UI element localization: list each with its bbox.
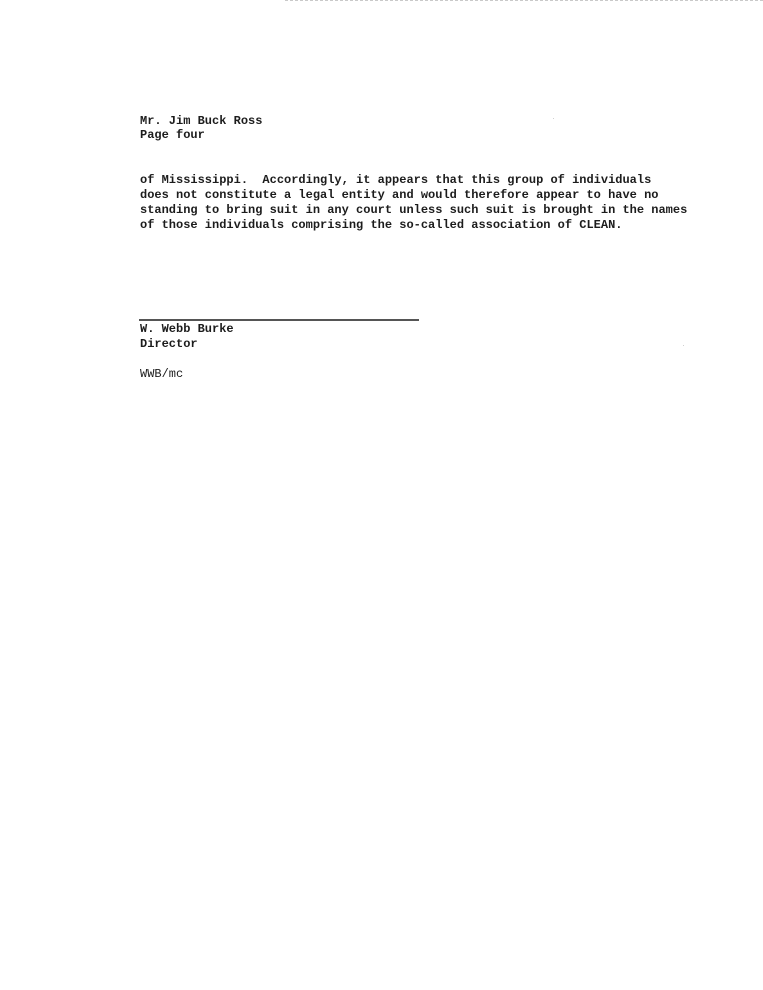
body-line-2: does not constitute a legal entity and would therefore appear to have no	[140, 188, 659, 202]
page-number-line: Page four	[140, 128, 205, 142]
signature-block	[140, 322, 234, 352]
body-line-4: of those individuals comprising the so-called association of CLEAN.	[140, 218, 623, 232]
signature-line	[139, 319, 419, 321]
addressee-line: Mr. Jim Buck Ross	[140, 114, 263, 128]
scan-speck	[553, 118, 554, 119]
signer-title: Director	[140, 337, 198, 351]
letter-header	[140, 114, 262, 142]
scan-speck	[683, 345, 684, 346]
body-line-1: of Mississippi. Accordingly, it appears that this group of individuals	[140, 173, 652, 187]
top-edge-rule	[285, 0, 763, 1]
reference-initials: WWB/mc	[140, 367, 184, 381]
letter-body	[140, 173, 720, 233]
body-line-3: standing to bring suit in any court unless such suit is brought in the names	[140, 203, 688, 217]
signer-name: W. Webb Burke	[140, 322, 234, 336]
